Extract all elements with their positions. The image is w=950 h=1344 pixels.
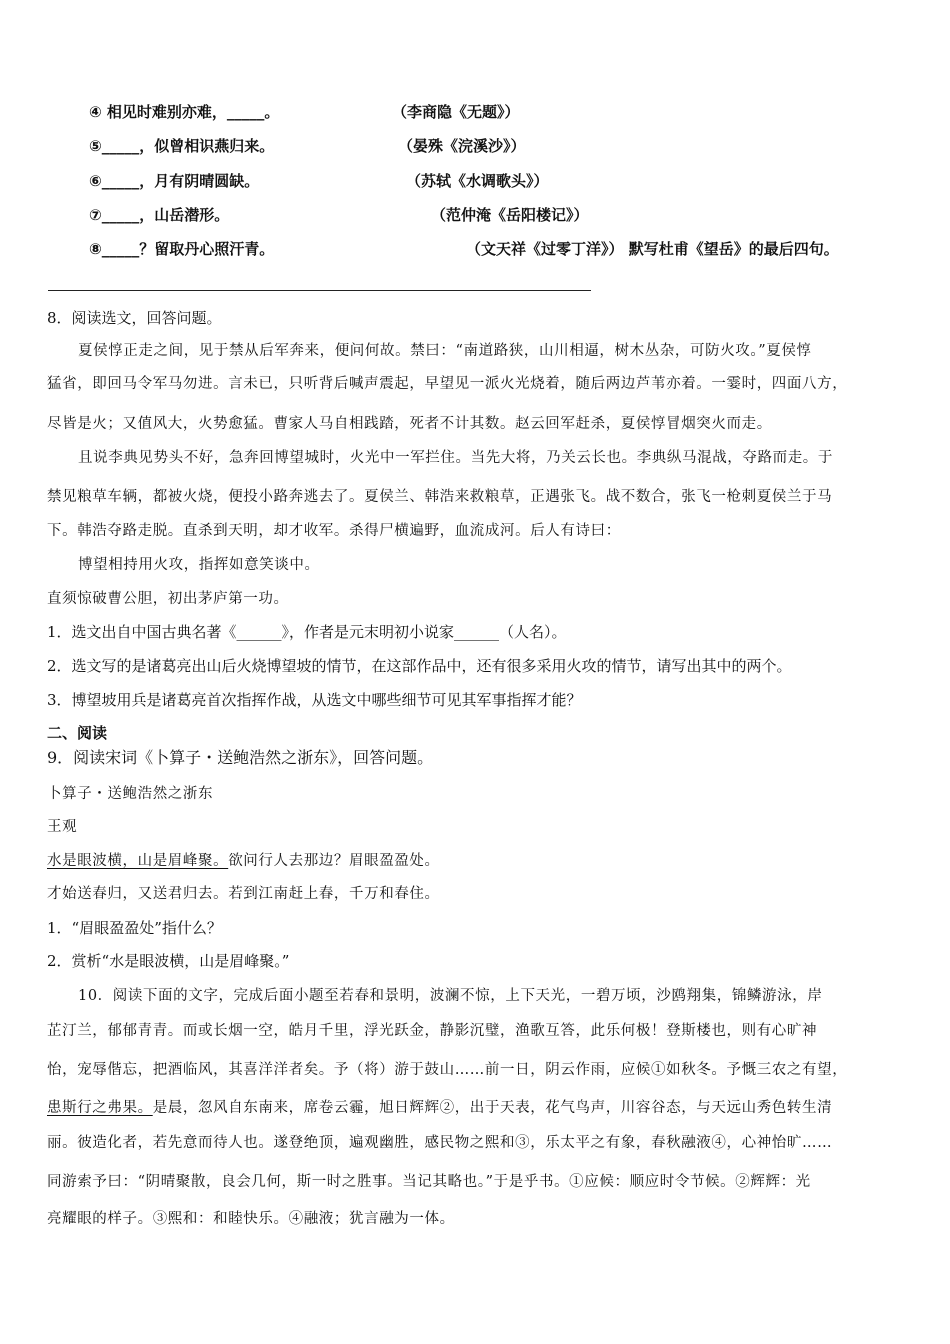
q8-p2-line3: 下。韩浩夺路走脱。直杀到天明，却才收军。杀得尸横遍野，血流成河。后人有诗曰： <box>47 523 621 539</box>
q8-p2-line1: 且说李典见势头不好，急奔回博望城时，火光中一军拦住。当先大将，乃关云长也。李典纵马混战，夺路而走。于 <box>78 450 833 466</box>
q8-question-1: 1．选文出自中国古典名著《______》，作者是元末明初小说家______（人名）。 <box>47 623 567 641</box>
q10-line2: 芷汀兰，郁郁青青。而或长烟一空，皓月千里，浮光跃金，静影沉璧，渔歌互答，此乐何极！登斯楼也，则有心旷神 <box>47 1023 818 1039</box>
q9-poem-line1 <box>47 851 440 871</box>
q10-line7: 亮耀眼的样子。③熙和：和睦快乐。④融液；犹言融为一体。 <box>47 1211 455 1227</box>
poem-line-5: ⑤_____，似曾相识燕归来。 <box>89 137 275 155</box>
q8-p1-line3: 尽皆是火；又值风大，火势愈猛。曹家人马自相践踏，死者不计其数。赵云回军赶杀，夏侯惇冒烟突火而走。 <box>47 416 772 432</box>
q8-title: 8．阅读选文，回答问题。 <box>47 309 222 327</box>
poem-line-7: ⑦_____，山岳潜形。 <box>89 206 230 224</box>
q10-underlined-phrase: 患斯行之弗果。 <box>47 1100 153 1116</box>
poem-source-5: （晏殊《浣溪沙》） <box>398 137 526 155</box>
poem-source-7: （范仲淹《岳阳楼记》） <box>431 206 589 224</box>
poem-source-4: （李商隐《无题》） <box>392 103 520 121</box>
poem-line-8: ⑧_____？留取丹心照汗青。 <box>89 240 275 258</box>
q8-p1-line2: 猛省，即回马令军马勿进。言未已，只听背后喊声震起，早望见一派火光烧着，随后两边芦苇亦着。一霎时，四面八方， <box>47 376 848 392</box>
q9-poem-line1-rest: 欲问行人去那边？眉眼盈盈处。 <box>228 853 440 869</box>
q10-line4-rest: 是晨，忽风自东南来，席卷云霾，旭日辉辉②，出于天表，花气鸟声，川容谷态，与天远山秀色转生清 <box>152 1100 833 1116</box>
q8-p2-line2: 禁见粮草车辆，都被火烧，便投小路奔逃去了。夏侯兰、韩浩来救粮草，正遇张飞。战不数合，张飞一枪刺夏侯兰于马 <box>47 489 833 505</box>
answer-rule <box>48 290 591 291</box>
q8-poem-line2: 直须惊破曹公胆，初出茅庐第一功。 <box>47 591 289 607</box>
q9-title: 9．阅读宋词《卜算子・送鲍浩然之浙东》，回答问题。 <box>47 748 434 767</box>
q8-question-2: 2．选文写的是诸葛亮出山后火烧博望坡的情节，在这部作品中，还有很多采用火攻的情节，请写出其中的两个。 <box>47 657 792 675</box>
q8-question-3: 3．博望坡用兵是诸葛亮首次指挥作战，从选文中哪些细节可见其军事指挥才能？ <box>47 691 582 709</box>
q10-line6: 同游索予曰：“阴晴聚散，良会几何，斯一时之胜事。当记其略也。”于是乎书。①应候：顺应时令节候。②辉辉：光 <box>47 1174 811 1190</box>
q9-underlined-phrase: 水是眼波横，山是眉峰聚。 <box>47 853 229 869</box>
q9-question-1: 1．“眉眼盈盈处”指什么？ <box>47 919 222 937</box>
poem-line-4: ④ 相见时难别亦难，_____。 <box>89 103 280 121</box>
q9-author: 王观 <box>47 819 78 835</box>
q10-line4 <box>47 1098 832 1118</box>
q10-line1: 10．阅读下面的文字，完成后面小题至若春和景明，波澜不惊，上下天光，一碧万顷，沙鸥翔集，锦鳞游泳，岸 <box>78 988 823 1004</box>
q8-poem-line1: 博望相持用火攻，指挥如意笑谈中。 <box>78 557 320 573</box>
poem-source-8: （文天祥《过零丁洋》） 默写杜甫《望岳》的最后四句。 <box>466 240 839 258</box>
q9-poem-title: 卜算子・送鲍浩然之浙东 <box>47 786 214 802</box>
q10-line5: 丽。彼造化者，若先意而待人也。遂登绝顶，遍观幽胜，感民物之熙和③，乐太平之有象，春秋融液④，心神怡旷…… <box>47 1135 833 1151</box>
q9-poem-line2: 才始送春归，又送君归去。若到江南赶上春，千万和春住。 <box>47 886 440 902</box>
q8-p1-line1: 夏侯惇正走之间，见于禁从后军奔来，便问何故。禁曰：“南道路狭，山川相逼，树木丛杂，可防火攻。”夏侯惇 <box>78 343 812 359</box>
poem-line-6: ⑥_____，月有阴晴圆缺。 <box>89 172 260 190</box>
q9-question-2: 2．赏析“水是眼波横，山是眉峰聚。” <box>47 952 290 970</box>
q10-line3: 怡，宠辱偕忘，把酒临风，其喜洋洋者矣。予（将）游于鼓山……前一日，阴云作雨，应候①如秋冬。予慨三农之有望， <box>47 1062 848 1078</box>
poem-source-6: （苏轼《水调歌头》） <box>406 172 549 190</box>
section-title-reading: 二、阅读 <box>47 724 108 742</box>
